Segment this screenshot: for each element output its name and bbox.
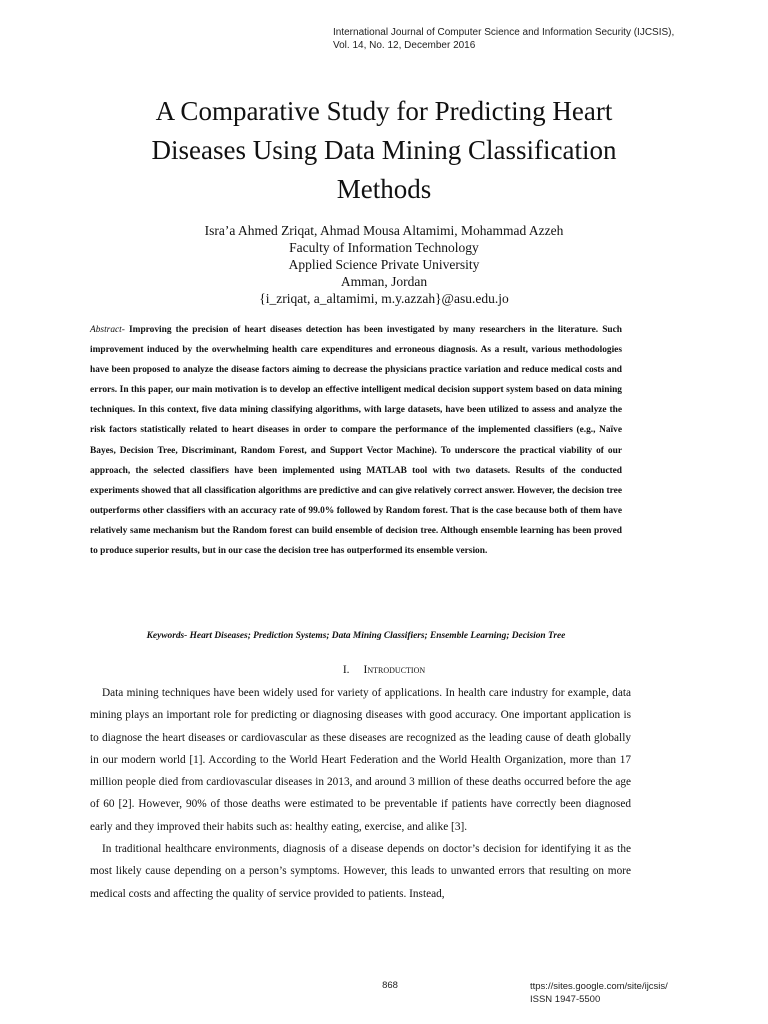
section-number: I. [342, 664, 350, 676]
page-number: 868 [382, 980, 398, 991]
section-heading [90, 662, 678, 678]
abstract-label: Abstract- [90, 325, 125, 335]
footer-issn: ISSN 1947-5500 [530, 994, 601, 1005]
author-block [100, 222, 668, 307]
footer-url: ttps://sites.google.com/site/ijcsis/ [530, 981, 668, 992]
body-paragraph: In traditional healthcare environments, diagnosis of a disease depends on doctor’s decision for identifying it as the most likely cause depending on a person’s symptoms. However, this leads to unwanted errors that resulting on more medical costs and affecting the quality of service provided to patients. Instead, [90, 843, 631, 900]
author-faculty: Faculty of Information Technology [289, 240, 479, 255]
journal-name: International Journal of Computer Science and Information Security (IJCSIS), [333, 27, 675, 38]
keywords: Keywords- Heart Diseases; Prediction Systems; Data Mining Classifiers; Ensemble Learning; Decision Tree [146, 631, 566, 641]
author-emails: {i_zriqat, a_altamimi, m.y.azzah}@asu.edu.jo [259, 291, 509, 306]
title-line: A Comparative Study for Predicting Heart [155, 96, 613, 126]
journal-header [333, 26, 753, 52]
abstract-text: Improving the precision of heart diseases detection has been investigated by many researchers in the literature. Such improvement induced by the overwhelming health care expenditures and erroneous diagnosis. As a result, various methodologies have been proposed to analyze the disease factors aiming to decrease the physicians practice variation and reduce medical costs and errors. In this paper, our main motivation is to develop an effective intelligent medical decision support system based on data mining techniques. In this context, five data mining classifying algorithms, with large datasets, have been utilized to assess and analyze the risk factors statistically related to heart diseases in order to compare the performance of the implemented classifiers (e.g., Naïve Bayes, Decision Tree, Discriminant, Random Forest, and Support Vector Machine). To underscore the practical viability of our approach, the selected classifiers have been implemented using MATLAB tool with two datasets. Results of the conducted experiments showed that all classification algorithms are predictive and can give relatively correct answer. However, the decision tree outperforms other classifiers with an accuracy rate of 99.0% followed by Random forest. That is the case because both of them have relatively same mechanism but the Random forest can build ensemble of decision tree. Although ensemble learning has been proved to produce superior results, but in our case the decision tree has outperformed its ensemble version. [90, 325, 622, 557]
body-paragraph: Data mining techniques have been widely used for variety of applications. In health care industry for example, data mining plays an important role for predicting or diagnosing diseases with good accuracy. One important application is to diagnose the heart diseases or cardiovascular as these diseases are recognized as the leading cause of death globally in our modern world [1]. According to the World Heart Federation and the World Health Organization, more than 17 million people died from cardiovascular diseases in 2013, and around 3 million of these deaths occurred before the age of 60 [2]. However, 90% of those deaths were estimated to be preventable if patients have correctly been diagnosed early and they improved their habits such as: healthy eating, exercise, and alike [3]. [90, 687, 631, 833]
paper-title [60, 92, 708, 209]
title-line: Methods [336, 174, 432, 204]
footer-info [530, 980, 730, 1006]
section-name: Introduction [363, 664, 426, 676]
author-university: Applied Science Private University [288, 257, 480, 272]
author-location: Amman, Jordan [340, 274, 428, 289]
author-names: Isra’a Ahmed Zriqat, Ahmad Mousa Altamimi, Mohammad Azzeh [204, 223, 564, 238]
abstract [90, 320, 622, 561]
title-line: Diseases Using Data Mining Classification [151, 135, 617, 165]
body-text [90, 682, 631, 905]
journal-volume: Vol. 14, No. 12, December 2016 [333, 40, 476, 51]
